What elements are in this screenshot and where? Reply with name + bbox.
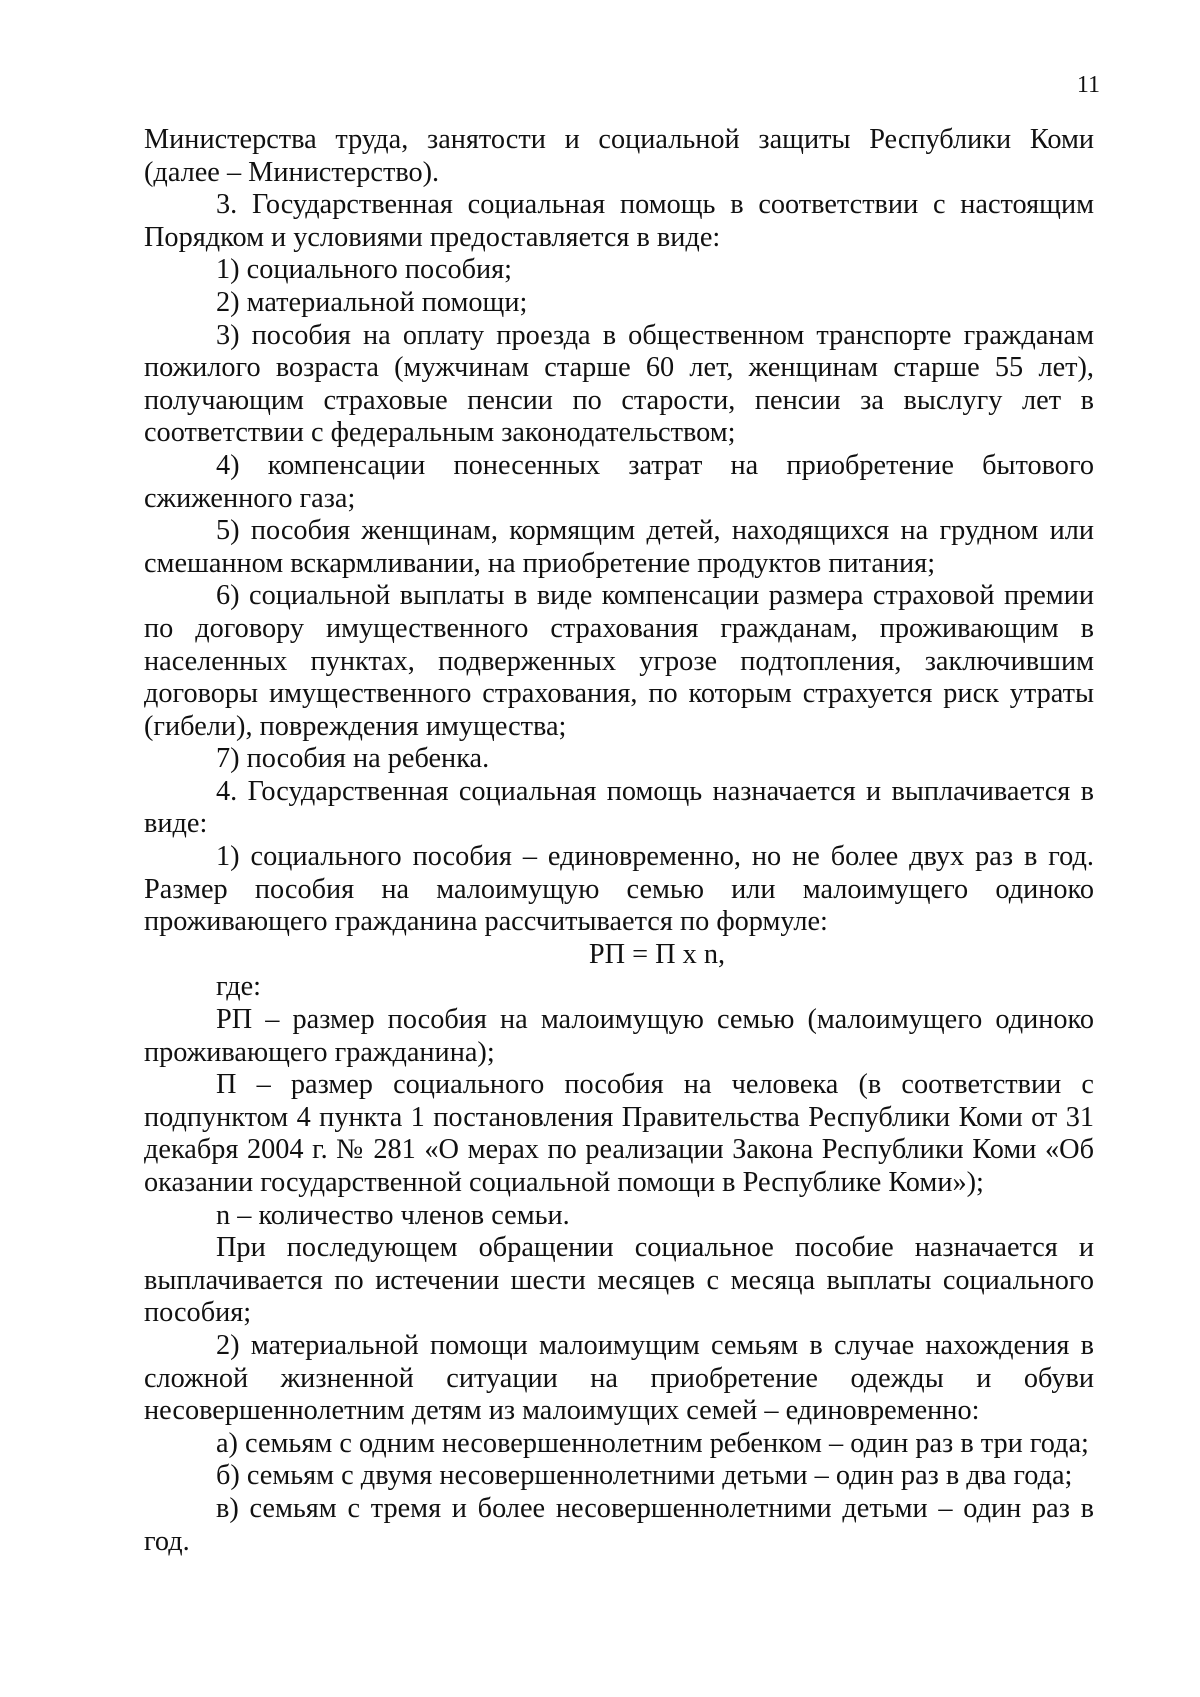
paragraph-ministry-continuation: Министерства труда, занятости и социальной защиты Республики Коми (далее – Министерство).: [144, 124, 1094, 188]
formula-definition-n: n – количество членов семьи.: [216, 1199, 570, 1231]
formula-definition-rp: РП – размер пособия на малоимущую семью (малоимущего одиноко проживающего гражданина);: [144, 1004, 1094, 1068]
sub-item-two-children: б) семьям с двумя несовершеннолетними детьми – один раз в два года;: [216, 1460, 1073, 1492]
list-item-gas-compensation: 4) компенсации понесенных затрат на приобретение бытового сжиженного газа;: [144, 449, 1094, 514]
formula-definition-p: П – размер социального пособия на человека (в соответствии с подпунктом 4 пункта 1 постановления Правительства Республики Коми от 31 декабря 2004 г. № 281 «О мерах по реализации Закона Республики Коми «Об оказании государственной социальной помощи в Республике Коми»);: [144, 1069, 1094, 1198]
list-item-material-aid: 2) материальной помощи;: [216, 286, 528, 318]
list-item-social-benefit: 1) социального пособия;: [216, 254, 513, 286]
paragraph-section-3: 3. Государственная социальная помощь в соответствии с настоящим Порядком и условиями предоставляется в виде:: [144, 189, 1094, 253]
paragraph-repeat-application: При последующем обращении социальное пособие назначается и выплачивается по истечении шести месяцев с месяца выплаты социального пособия;: [144, 1232, 1094, 1329]
paragraph-section-4: 4. Государственная социальная помощь назначается и выплачивается в виде:: [144, 775, 1094, 840]
benefit-formula: РП = П х n,: [588, 938, 726, 970]
list-item-child-benefit: 7) пособия на ребенка.: [216, 743, 490, 775]
sub-item-one-child: а) семьям с одним несовершеннолетним ребенком – один раз в три года;: [216, 1427, 1089, 1459]
list-item-transport-benefit: 3) пособия на оплату проезда в общественном транспорте гражданам пожилого возраста (мужчинам старше 60 лет, женщинам старше 55 лет), получающим страховые пенсии по старости, пенсии за выслугу лет в соответствии с федеральным законодательством;: [144, 319, 1094, 449]
list-item-social-benefit-terms: 1) социального пособия – единовременно, но не более двух раз в год. Размер пособия на малоимущую семью или малоимущего одиноко проживающего гражданина рассчитывается по формуле:: [144, 841, 1094, 938]
list-item-nursing-women-benefit: 5) пособия женщинам, кормящим детей, находящихся на грудном или смешанном вскармливании, на приобретение продуктов питания;: [144, 515, 1094, 579]
sub-item-three-children: в) семьям с тремя и более несовершеннолетними детьми – один раз в год.: [144, 1492, 1094, 1557]
list-item-insurance-payment: 6) социальной выплаты в виде компенсации размера страховой премии по договору имущественного страхования гражданам, проживающим в населенных пунктах, подверженных угрозе подтопления, заключившим договоры имущественного страхования, по которым страхуется риск утраты (гибели), повреждения имущества;: [144, 580, 1094, 742]
page-number: 11: [1076, 72, 1100, 98]
list-item-material-aid-terms: 2) материальной помощи малоимущим семьям в случае нахождения в сложной жизненной ситуации на приобретение одежды и обуви несовершеннолетним детям из малоимущих семей – единовременно:: [144, 1329, 1094, 1427]
formula-where-label: где:: [216, 971, 262, 1003]
document-body: [144, 124, 1094, 1558]
